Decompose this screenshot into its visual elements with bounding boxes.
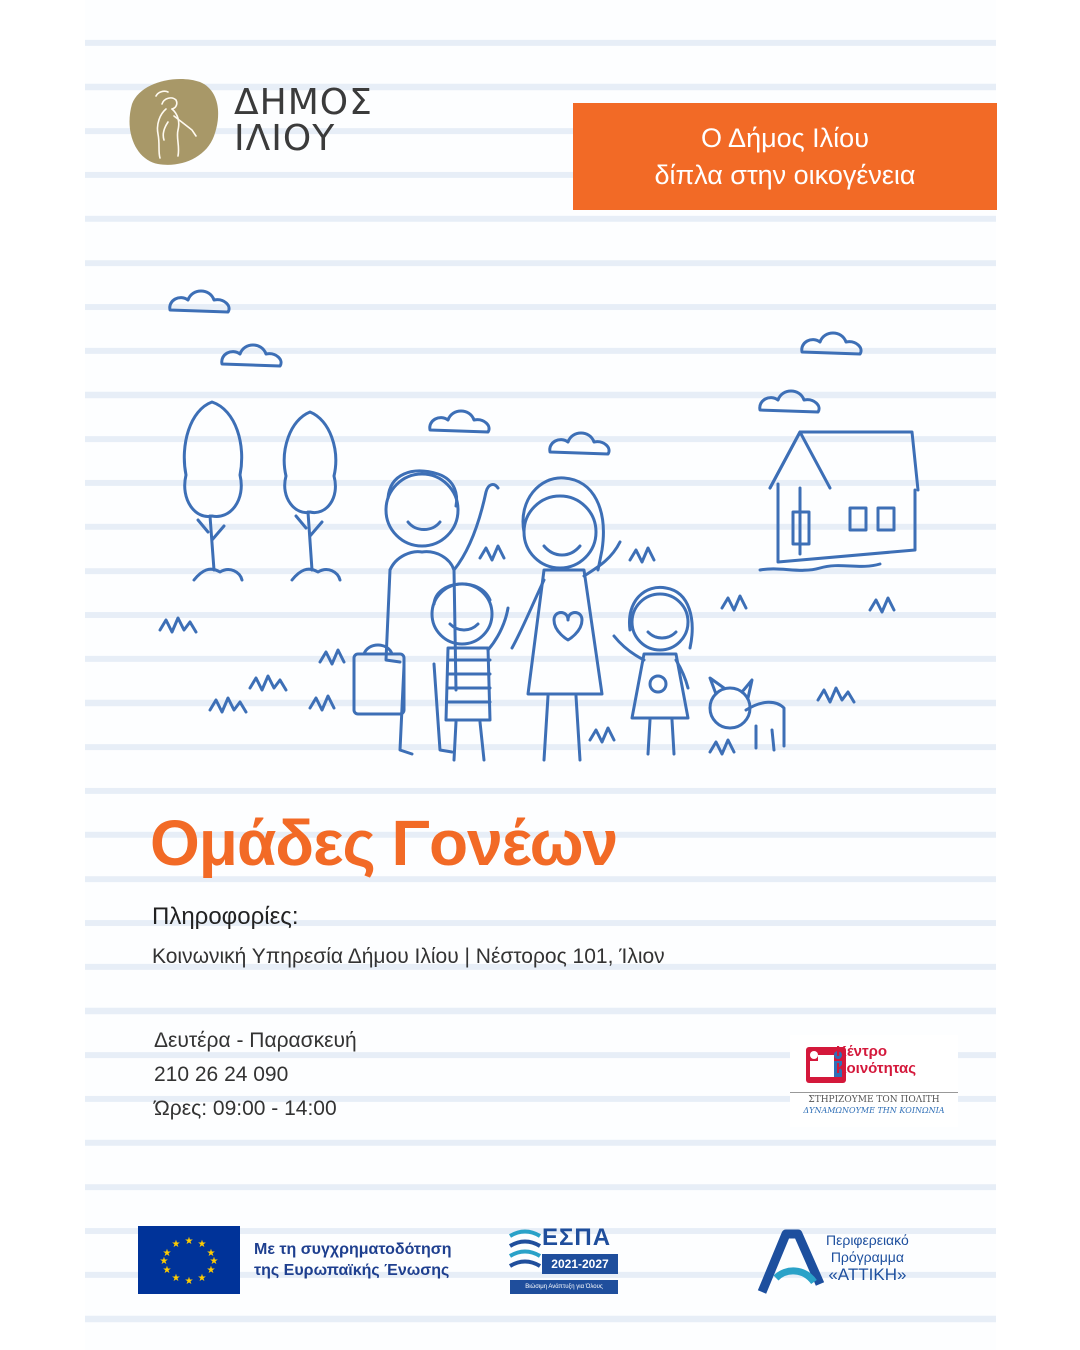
tagline-box [573, 103, 997, 210]
tagline-line1: Ο Δήμος Ιλίου [701, 122, 869, 153]
community-center-title-line2: Κοινότητας [836, 1060, 917, 1077]
page-title: Ομάδες Γονέων [150, 807, 618, 879]
municipality-name-line1: ΔΗΜΟΣ [234, 82, 373, 123]
attiki-line2: Πρόγραμμα [830, 1249, 904, 1265]
cloud-icon [222, 345, 281, 366]
svg-text:★: ★ [206, 1265, 216, 1276]
attiki-logo [756, 1224, 956, 1300]
espa-logo-icon [508, 1226, 542, 1278]
hours-text: Ώρες: 09:00 - 14:00 [154, 1097, 337, 1120]
contact-details [154, 1024, 357, 1126]
municipality-name [234, 82, 373, 159]
tagline-line2: δίπλα στην οικογένεια [654, 159, 916, 190]
community-center-logo [790, 1035, 958, 1127]
svg-text:★: ★ [162, 1248, 172, 1259]
father-figure [354, 471, 498, 754]
tree-icon [184, 402, 242, 580]
dog-icon [710, 678, 784, 750]
cloud-icon [760, 391, 819, 412]
cloud-icon [550, 433, 609, 454]
svg-text:★: ★ [162, 1265, 172, 1276]
house-icon [760, 432, 918, 570]
eu-text-line1: Με τη συγχρηματοδότηση [254, 1241, 452, 1258]
svg-text:★: ★ [159, 1256, 169, 1267]
svg-text:★: ★ [197, 1273, 207, 1284]
tree-icon [284, 412, 340, 580]
eu-cofunding-text [254, 1239, 452, 1281]
boy-figure [432, 584, 508, 760]
eu-flag-icon [138, 1226, 240, 1294]
svg-text:★: ★ [209, 1256, 219, 1267]
footer-logos [0, 1210, 1080, 1310]
days-text: Δευτέρα - Παρασκευή [154, 1029, 357, 1052]
cloud-icon [170, 291, 229, 312]
attiki-line1: Περιφερειακό [826, 1232, 909, 1248]
espa-subtitle: Βιώσιμη Ανάπτυξη για Όλους [510, 1280, 618, 1294]
municipality-logo [122, 74, 373, 168]
info-address: Κοινωνική Υπηρεσία Δήμου Ιλίου | Νέστορος 101, Ίλιον [152, 945, 665, 968]
family-illustration [150, 270, 940, 790]
cloud-icon [802, 333, 861, 354]
attiki-logo-icon [756, 1228, 826, 1298]
eu-text-line2: της Ευρωπαϊκής Ένωσης [254, 1262, 450, 1279]
attiki-program-text [826, 1232, 909, 1283]
espa-years: 2021-2027 [542, 1254, 618, 1274]
svg-text:★: ★ [184, 1276, 194, 1287]
svg-text:★: ★ [171, 1239, 181, 1250]
espa-logo [508, 1224, 618, 1298]
cloud-icon [430, 411, 489, 432]
mother-figure [512, 478, 620, 760]
svg-text:★: ★ [171, 1273, 181, 1284]
municipality-logo-icon [122, 74, 222, 168]
attiki-line3: «ΑΤΤΙΚΗ» [828, 1265, 907, 1284]
svg-text:★: ★ [197, 1239, 207, 1250]
svg-text:★: ★ [206, 1248, 216, 1259]
girl-figure [614, 587, 692, 754]
svg-text:★: ★ [184, 1236, 194, 1247]
community-center-slogan2: ΔΥΝΑΜΩΝΟΥΜΕ ΤΗΝ ΚΟΙΝΩΝΙΑ [803, 1106, 945, 1115]
community-center-slogan1: ΣΤΗΡΙΖΟΥΜΕ ΤΟΝ ΠΟΛΙΤΗ [790, 1092, 958, 1105]
info-heading: Πληροφορίες: [152, 903, 299, 930]
phone-number: 210 26 24 090 [154, 1063, 289, 1086]
community-center-title [836, 1043, 916, 1077]
municipality-name-line2: ΙΛΙΟΥ [234, 118, 336, 159]
community-center-title-line1: Κέντρο [836, 1043, 888, 1060]
espa-title: ΕΣΠΑ [542, 1224, 612, 1251]
